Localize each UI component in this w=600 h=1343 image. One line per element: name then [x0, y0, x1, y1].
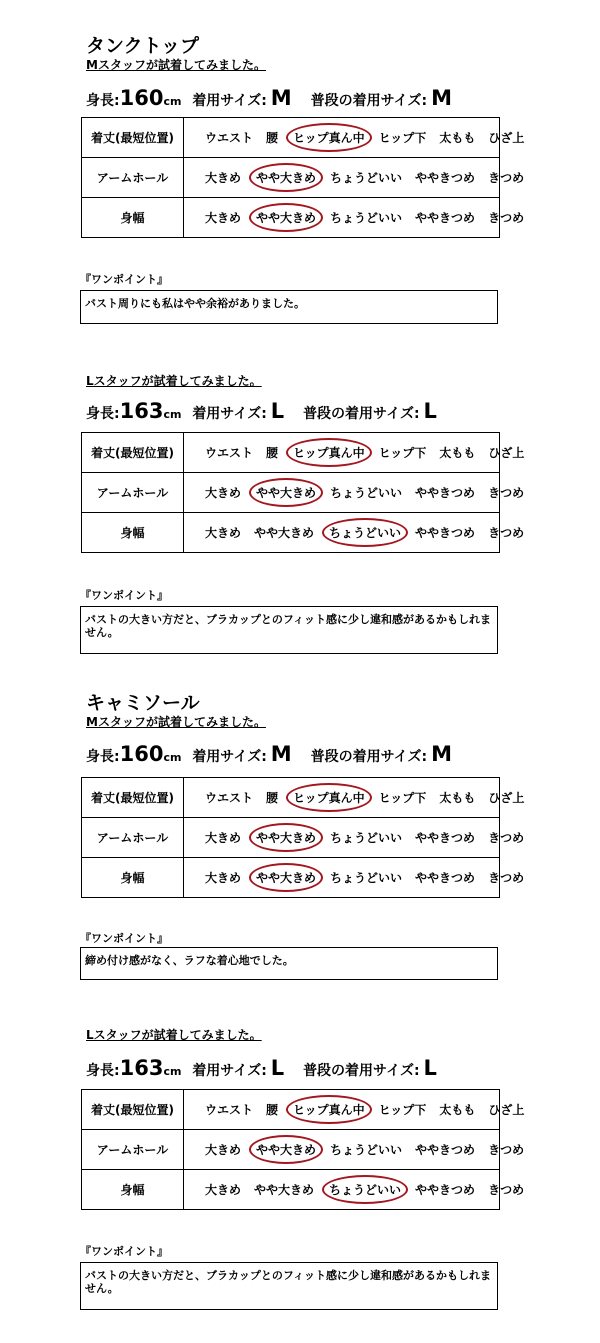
fit-option: きつめ: [488, 526, 525, 540]
fit-option: ウエスト: [205, 1103, 254, 1117]
fit-row-options: [184, 513, 525, 553]
height-value: 163: [119, 399, 164, 423]
one-point-box: 締め付け感がなく、ラフな着心地でした。: [80, 947, 498, 980]
fit-option: 大きめ: [205, 871, 242, 885]
fit-row: [82, 473, 500, 513]
height-value: 160: [119, 742, 164, 766]
section-title: キャミソール: [86, 692, 200, 714]
fit-row-options: [184, 198, 525, 238]
fit-row-label: 着丈(最短位置): [82, 118, 184, 158]
fit-table: [81, 1089, 525, 1210]
fit-option: 大きめ: [205, 831, 242, 845]
fit-option-selected: ヒップ真ん中: [286, 1095, 372, 1124]
fit-option: きつめ: [488, 1143, 525, 1157]
height-label: 身長:: [86, 406, 120, 422]
size-label: 着用サイズ:: [192, 1063, 267, 1079]
staff-heading: Lスタッフが試着してみました。: [86, 1028, 262, 1042]
usual-size-value: L: [423, 1056, 437, 1080]
fit-option: きつめ: [488, 171, 525, 185]
fit-option: 大きめ: [205, 211, 242, 225]
fit-option-selected: やや大きめ: [249, 203, 323, 232]
fit-option-selected: やや大きめ: [249, 163, 323, 192]
fit-option: ちょうどいい: [330, 486, 403, 500]
fit-row-options: [184, 158, 525, 198]
size-label: 着用サイズ:: [192, 406, 267, 422]
fit-row-label: 着丈(最短位置): [82, 778, 184, 818]
fit-option: ウエスト: [205, 446, 254, 460]
fit-option-selected: やや大きめ: [249, 863, 323, 892]
fit-row: [82, 858, 500, 898]
height-value: 163: [119, 1056, 164, 1080]
one-point-label: 『ワンポイント』: [80, 1245, 168, 1258]
fit-option: ややきつめ: [415, 1143, 476, 1157]
fit-option: ヒップ下: [378, 446, 427, 460]
fit-option: きつめ: [488, 1183, 525, 1197]
fit-option: 大きめ: [205, 171, 242, 185]
fit-option: 太もも: [439, 1103, 476, 1117]
fit-row-label: アームホール: [82, 158, 184, 198]
fit-row: [82, 118, 500, 158]
fit-row: [82, 1170, 500, 1210]
fit-option: 腰: [266, 791, 279, 805]
fit-option: ちょうどいい: [330, 171, 403, 185]
fit-option: ややきつめ: [415, 526, 476, 540]
fit-table: [81, 432, 525, 553]
spec-line: [86, 742, 452, 766]
fit-row-options: [184, 778, 525, 818]
height-value: 160: [119, 86, 164, 110]
usual-size-label: 普段の着用サイズ:: [310, 93, 428, 109]
size-value: L: [270, 1056, 285, 1080]
height-label: 身長:: [86, 1063, 120, 1079]
fit-row-label: 身幅: [82, 1170, 184, 1210]
fit-option: ややきつめ: [415, 871, 476, 885]
fit-option: きつめ: [488, 486, 525, 500]
spec-line: [86, 86, 452, 110]
fit-row-label: 身幅: [82, 513, 184, 553]
one-point-box: バストの大きい方だと、ブラカップとのフィット感に少し違和感があるかもしれません。: [80, 1262, 498, 1310]
fit-row: [82, 433, 500, 473]
fit-row-options: [184, 818, 525, 858]
usual-size-label: 普段の着用サイズ:: [303, 1063, 420, 1079]
fit-row-label: 身幅: [82, 858, 184, 898]
fit-row-label: アームホール: [82, 818, 184, 858]
fit-row-label: 着丈(最短位置): [82, 1090, 184, 1130]
fit-option: 太もも: [439, 446, 476, 460]
fit-option: 腰: [266, 1103, 279, 1117]
fit-option: 大きめ: [205, 526, 242, 540]
usual-size-value: M: [431, 742, 452, 766]
fit-option: ひざ上: [488, 791, 525, 805]
fit-option: 大きめ: [205, 1143, 242, 1157]
fit-option-selected: ちょうどいい: [322, 1175, 408, 1204]
fit-option-selected: ヒップ真ん中: [286, 783, 372, 812]
fit-option: 大きめ: [205, 486, 242, 500]
fit-option: ヒップ下: [378, 1103, 427, 1117]
fit-option: ちょうどいい: [330, 871, 403, 885]
fit-row-options: [184, 1090, 525, 1130]
fit-row-options: [184, 118, 525, 158]
fit-option: ひざ上: [488, 131, 525, 145]
fit-option: 腰: [266, 131, 279, 145]
fit-option: ちょうどいい: [330, 831, 403, 845]
fit-option: ややきつめ: [415, 831, 476, 845]
fit-row-options: [184, 1170, 525, 1210]
fit-option: ひざ上: [488, 446, 525, 460]
fit-option: ひざ上: [488, 1103, 525, 1117]
fit-option: ややきつめ: [415, 1183, 476, 1197]
fit-row: [82, 513, 500, 553]
usual-size-value: M: [431, 86, 452, 110]
fit-option: 腰: [266, 446, 279, 460]
fit-row-label: アームホール: [82, 473, 184, 513]
fit-row-options: [184, 473, 525, 513]
staff-heading: Lスタッフが試着してみました。: [86, 374, 262, 388]
height-unit: cm: [163, 408, 182, 421]
fit-row-label: アームホール: [82, 1130, 184, 1170]
fit-option-selected: ヒップ真ん中: [286, 123, 372, 152]
fit-option: ちょうどいい: [330, 1143, 403, 1157]
fit-option: やや大きめ: [254, 526, 315, 540]
fit-option-selected: やや大きめ: [249, 1135, 323, 1164]
height-label: 身長:: [86, 93, 120, 109]
fit-row-options: [184, 1130, 525, 1170]
fit-row-label: 着丈(最短位置): [82, 433, 184, 473]
fit-row-label: 身幅: [82, 198, 184, 238]
spec-line: [86, 1056, 437, 1080]
fit-option: 太もも: [439, 131, 476, 145]
height-unit: cm: [163, 1065, 182, 1078]
one-point-label: 『ワンポイント』: [80, 273, 168, 286]
fit-row: [82, 818, 500, 858]
height-unit: cm: [163, 95, 182, 108]
size-label: 着用サイズ:: [192, 749, 267, 765]
fit-option: きつめ: [488, 831, 525, 845]
spec-line: [86, 399, 437, 423]
fit-row-options: [184, 433, 525, 473]
fit-table: [81, 117, 525, 238]
fit-row: [82, 1090, 500, 1130]
fit-row: [82, 1130, 500, 1170]
fit-option: やや大きめ: [254, 1183, 315, 1197]
one-point-box: バストの大きい方だと、ブラカップとのフィット感に少し違和感があるかもしれません。: [80, 606, 498, 654]
fit-row-options: [184, 858, 525, 898]
usual-size-label: 普段の着用サイズ:: [310, 749, 428, 765]
size-label: 着用サイズ:: [192, 93, 267, 109]
staff-heading: Mスタッフが試着してみました。: [86, 58, 266, 72]
one-point-label: 『ワンポイント』: [80, 589, 168, 602]
fit-option: 大きめ: [205, 1183, 242, 1197]
height-unit: cm: [163, 751, 182, 764]
size-value: M: [270, 742, 292, 766]
fit-row: [82, 198, 500, 238]
fit-option: ヒップ下: [378, 791, 427, 805]
fit-option: きつめ: [488, 211, 525, 225]
fit-option: ややきつめ: [415, 171, 476, 185]
fit-option: ちょうどいい: [330, 211, 403, 225]
fit-option: きつめ: [488, 871, 525, 885]
fit-option: ややきつめ: [415, 486, 476, 500]
fit-option-selected: やや大きめ: [249, 823, 323, 852]
one-point-box: バスト周りにも私はやや余裕がありました。: [80, 290, 498, 324]
height-label: 身長:: [86, 749, 120, 765]
size-value: L: [270, 399, 285, 423]
staff-heading: Mスタッフが試着してみました。: [86, 715, 266, 729]
fit-option-selected: ちょうどいい: [322, 518, 408, 547]
fit-option: ややきつめ: [415, 211, 476, 225]
size-value: M: [270, 86, 292, 110]
fit-option: ウエスト: [205, 791, 254, 805]
fit-option-selected: ヒップ真ん中: [286, 438, 372, 467]
fit-row: [82, 158, 500, 198]
fit-option-selected: やや大きめ: [249, 478, 323, 507]
fit-option: ウエスト: [205, 131, 254, 145]
usual-size-value: L: [423, 399, 437, 423]
section-title: タンクトップ: [86, 35, 200, 57]
fit-row: [82, 778, 500, 818]
fit-table: [81, 777, 525, 898]
fit-option: ヒップ下: [378, 131, 427, 145]
one-point-label: 『ワンポイント』: [80, 932, 168, 945]
usual-size-label: 普段の着用サイズ:: [303, 406, 420, 422]
fit-option: 太もも: [439, 791, 476, 805]
